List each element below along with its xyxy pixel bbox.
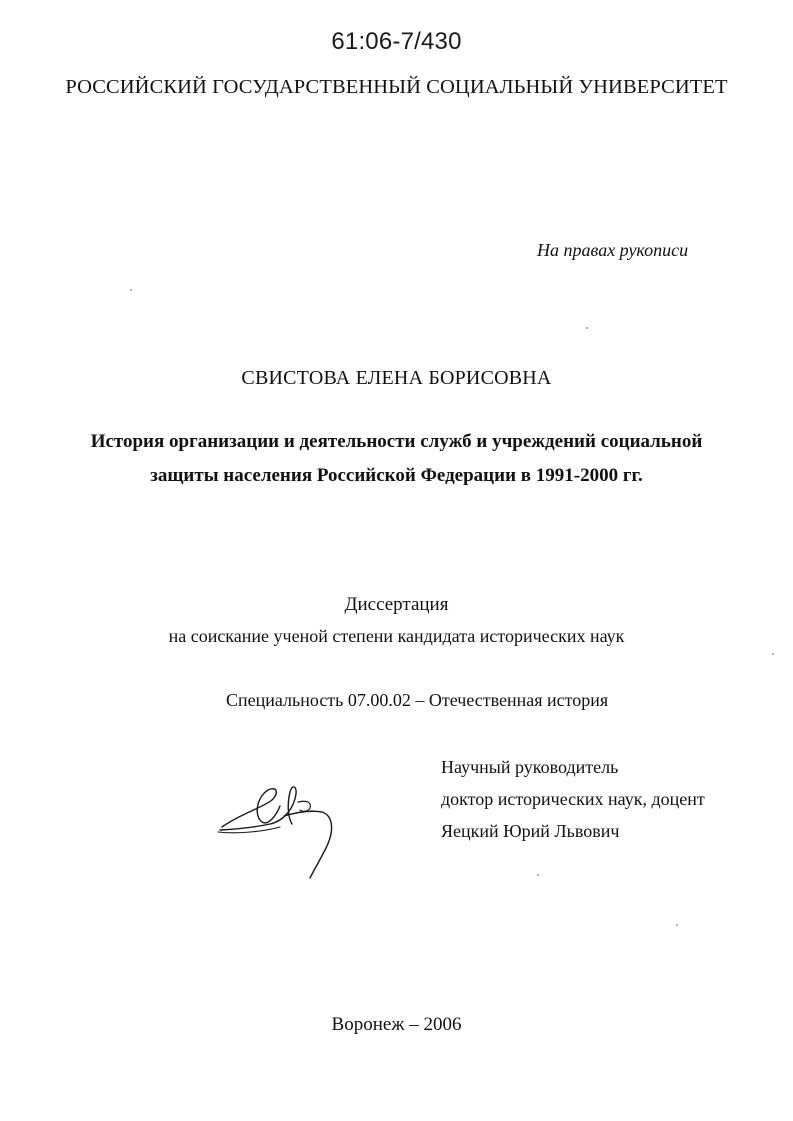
specialty-line: Специальность 07.00.02 – Отечественная история [226, 690, 609, 710]
supervisor-rank: доктор исторических наук, доцент [441, 789, 705, 809]
library-cipher: 61:06-7/430 [331, 28, 462, 55]
handwritten-signature [210, 772, 345, 884]
scan-speck [772, 653, 774, 655]
university-name: РОССИЙСКИЙ ГОСУДАРСТВЕННЫЙ СОЦИАЛЬНЫЙ УНИВЕРСИТЕТ [65, 76, 728, 98]
scan-speck [586, 327, 588, 329]
document-type: Диссертация [344, 594, 449, 615]
supervisor-role: Научный руководитель [441, 757, 619, 777]
scan-speck [676, 924, 678, 926]
city-and-year: Воронеж – 2006 [331, 1014, 462, 1035]
dissertation-title-line-1: История организации и деятельности служб и учреждений социальной [90, 431, 703, 452]
manuscript-rights-note: На правах рукописи [537, 240, 689, 260]
scan-speck [537, 874, 539, 876]
author-name: СВИСТОВА ЕЛЕНА БОРИСОВНА [241, 367, 552, 389]
degree-statement: на соискание ученой степени кандидата исторических наук [168, 626, 625, 646]
dissertation-title-line-2: защиты населения Российской Федерации в 1991-2000 гг. [150, 465, 643, 486]
supervisor-name: Яецкий Юрий Львович [441, 821, 620, 841]
scan-speck [130, 289, 132, 291]
